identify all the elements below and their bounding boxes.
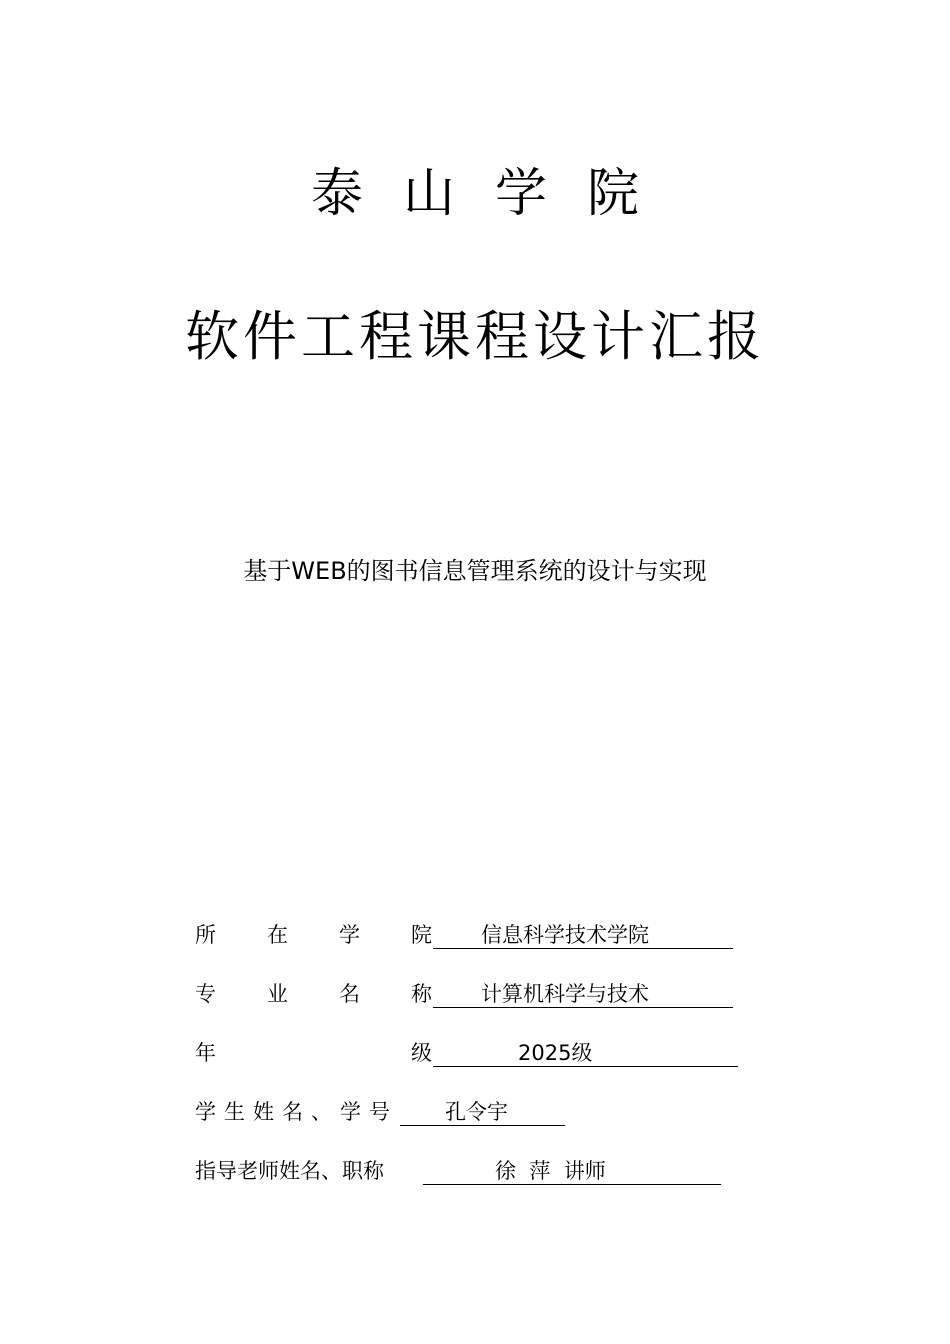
student-value: 孔令宇 bbox=[445, 1100, 508, 1124]
major-field bbox=[433, 977, 733, 1008]
advisor-row bbox=[195, 1154, 725, 1188]
label-char: 在 bbox=[267, 923, 288, 947]
report-title: 软件工程课程设计汇报 bbox=[185, 305, 765, 368]
label-char: 称 bbox=[411, 982, 432, 1006]
label-char: 级 bbox=[411, 1041, 432, 1065]
label-char: 专 bbox=[195, 982, 216, 1006]
college-field bbox=[433, 918, 733, 949]
advisor-field bbox=[423, 1154, 721, 1185]
grade-field bbox=[433, 1036, 738, 1067]
student-label: 学生姓名、学号 bbox=[195, 1100, 398, 1124]
project-subject: 基于WEB的图书信息管理系统的设计与实现 bbox=[243, 557, 707, 585]
major-value: 计算机科学与技术 bbox=[481, 982, 649, 1006]
student-field bbox=[400, 1095, 565, 1126]
label-char: 业 bbox=[267, 982, 288, 1006]
label-char: 名 bbox=[339, 982, 360, 1006]
advisor-label: 指导老师姓名、职称 bbox=[195, 1159, 384, 1183]
major-row bbox=[195, 977, 735, 1011]
label-char: 年 bbox=[195, 1041, 216, 1065]
label-char: 院 bbox=[411, 923, 432, 947]
college-value: 信息科学技术学院 bbox=[481, 923, 649, 947]
advisor-value: 徐 萍 讲师 bbox=[495, 1159, 606, 1183]
grade-row bbox=[195, 1036, 740, 1070]
grade-value: 2025级 bbox=[518, 1041, 593, 1065]
label-char: 学 bbox=[339, 923, 360, 947]
label-char: 所 bbox=[195, 923, 216, 947]
college-row bbox=[195, 918, 735, 952]
school-name: 泰山学院 bbox=[310, 164, 679, 224]
student-row bbox=[195, 1095, 575, 1129]
